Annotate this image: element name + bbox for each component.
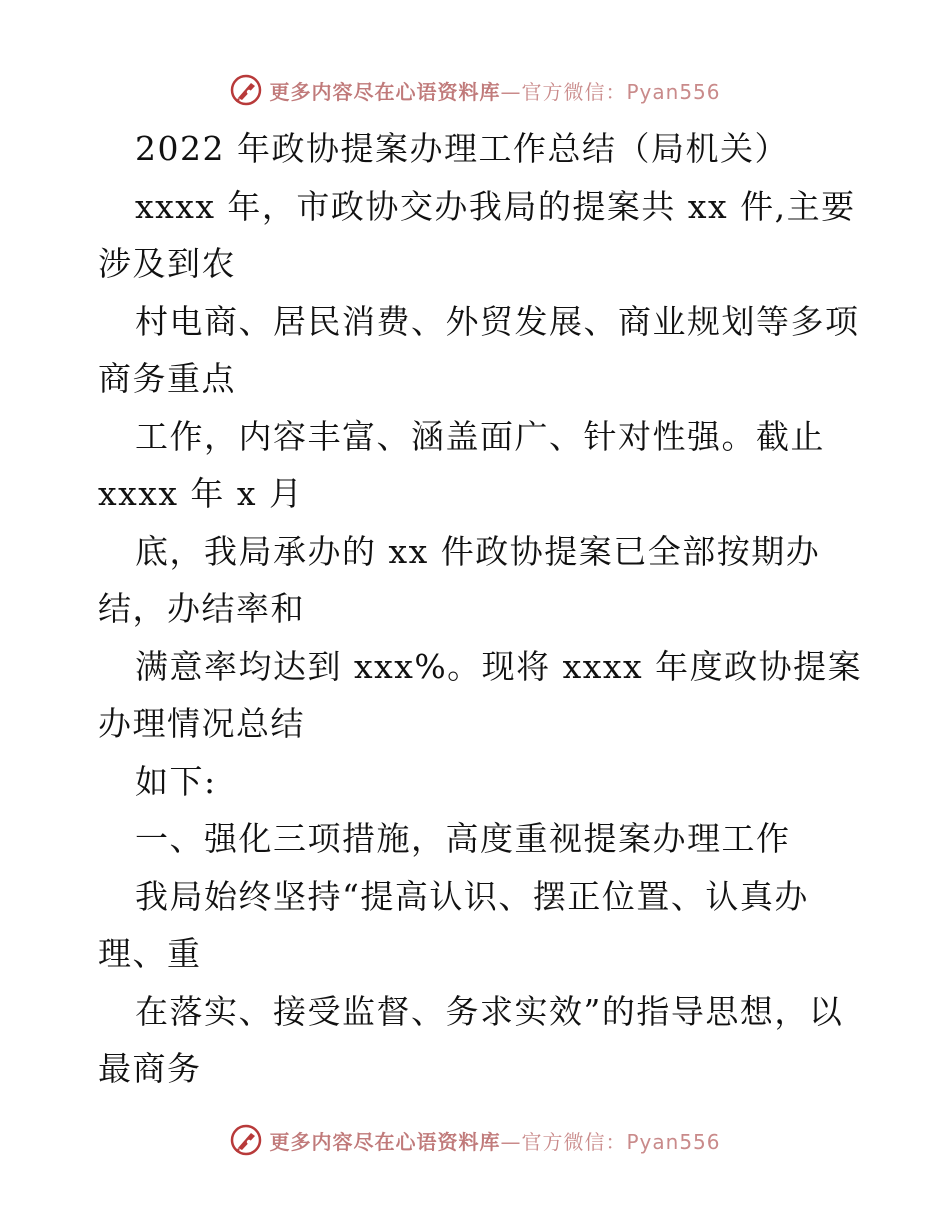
document-line: xxxx 年 x 月 bbox=[98, 474, 304, 513]
watermark-brand: 更多内容尽在心语资料库 bbox=[269, 1129, 501, 1154]
document-line: 在落实、接受监督、务求实效”的指导思想，以 bbox=[135, 991, 844, 1031]
document-line: 商务重点 bbox=[98, 359, 236, 398]
watermark-text bbox=[269, 76, 720, 105]
watermark-contact-id: Pyan556 bbox=[626, 79, 721, 104]
document-line: 最商务 bbox=[98, 1049, 202, 1088]
document-line: 涉及到农 bbox=[98, 244, 236, 283]
footer-watermark bbox=[0, 1120, 950, 1160]
document-title: 2022 年政协提案办理工作总结（局机关） bbox=[135, 129, 789, 168]
watermark-separator: — bbox=[500, 79, 522, 104]
pen-logo-icon bbox=[229, 73, 263, 107]
document-line: 结，办结率和 bbox=[98, 589, 305, 628]
watermark-contact-label: 官方微信： bbox=[521, 1129, 627, 1154]
document-line: xxxx 年，市政协交办我局的提案共 xx 件,主要 bbox=[135, 186, 856, 226]
document-line: 办理情况总结 bbox=[98, 704, 305, 743]
document-line: 满意率均达到 xxx%。现将 xxxx 年度政协提案 bbox=[135, 646, 863, 686]
document-line: 底，我局承办的 xx 件政协提案已全部按期办 bbox=[135, 531, 821, 571]
document-line: 理、重 bbox=[98, 934, 202, 973]
header-watermark bbox=[0, 70, 950, 110]
document-line: 工作，内容丰富、涵盖面广、针对性强。截止 bbox=[135, 416, 825, 456]
watermark-separator: — bbox=[500, 1129, 522, 1154]
watermark-contact-id: Pyan556 bbox=[626, 1129, 721, 1154]
watermark-brand: 更多内容尽在心语资料库 bbox=[269, 79, 501, 104]
watermark-contact-label: 官方微信： bbox=[521, 79, 627, 104]
document-line: 如下: bbox=[135, 761, 217, 801]
document-body bbox=[98, 120, 863, 1098]
pen-logo-icon bbox=[229, 1123, 263, 1157]
watermark-text bbox=[269, 1126, 720, 1155]
document-line: 我局始终坚持“提高认识、摆正位置、认真办 bbox=[135, 876, 809, 916]
document-line: 一、强化三项措施，高度重视提案办理工作 bbox=[135, 819, 791, 858]
document-line: 村电商、居民消费、外贸发展、商业规划等多项 bbox=[135, 301, 860, 341]
